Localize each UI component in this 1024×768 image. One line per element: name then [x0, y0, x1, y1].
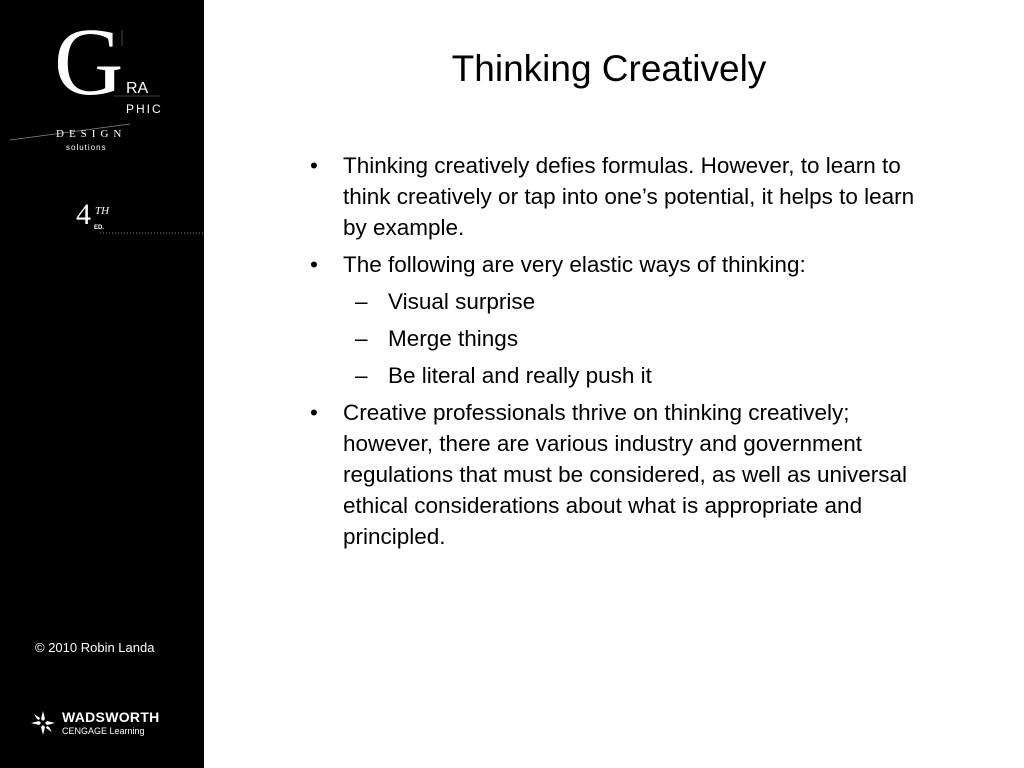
bullet-text: Creative professionals thrive on thinking creatively; however, there are various industry and government regulations that must be considered, as well as universal ethical considerations about what is appropriate and principled.: [343, 400, 908, 549]
bullet-marker: •: [310, 252, 318, 277]
edition-suffix: TH: [95, 205, 110, 217]
bullet-text: The following are very elastic ways of thinking:: [343, 252, 806, 277]
bullet-marker: •: [310, 153, 318, 178]
bullet-item: [300, 397, 940, 552]
bullet-item: [300, 150, 940, 243]
book-sidebar: [0, 0, 204, 768]
dash-marker: –: [355, 363, 368, 388]
slide-content: [300, 150, 940, 558]
publisher-subtitle: CENGAGE Learning: [62, 726, 145, 736]
bullet-text: Be literal and really push it: [388, 363, 652, 388]
wadsworth-logo-icon: [30, 710, 56, 736]
edition-ed: ED.: [94, 225, 105, 231]
edition-number: 4: [76, 198, 91, 231]
dash-marker: –: [355, 326, 368, 351]
graphic-design-solutions-logo: [0, 0, 204, 240]
sub-bullet-item: [300, 323, 940, 354]
bullet-item: [300, 249, 940, 280]
publisher-name: WADSWORTH: [62, 709, 160, 725]
bullet-marker: •: [310, 400, 318, 425]
logo-phic: PHIC: [126, 102, 163, 116]
publisher-logo: [26, 706, 176, 740]
bullet-text: Thinking creatively defies formulas. However, to learn to think creatively or tap into one’s potential, it helps to learn by example.: [343, 153, 915, 240]
logo-solutions: solutions: [66, 143, 107, 152]
sub-bullet-item: [300, 360, 940, 391]
logo-ra: RA: [126, 80, 149, 97]
dash-marker: –: [355, 289, 368, 314]
sub-bullet-item: [300, 286, 940, 317]
bullet-text: Merge things: [388, 326, 519, 351]
copyright-notice: © 2010 Robin Landa: [35, 640, 155, 655]
logo-letter-g: G: [54, 8, 124, 115]
slide-title: Thinking Creatively: [451, 48, 767, 89]
logo-design: DESIGN: [56, 128, 127, 140]
bullet-text: Visual surprise: [388, 289, 536, 314]
